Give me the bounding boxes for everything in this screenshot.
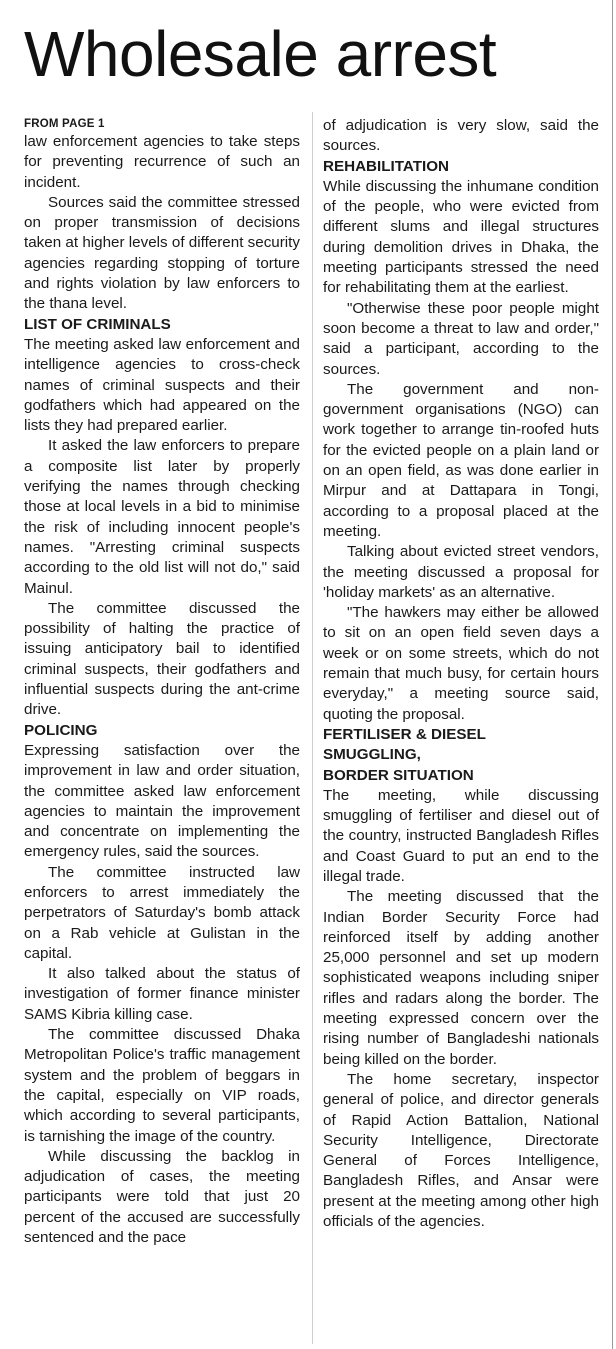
paragraph: The home secretary, inspector general of police, and director generals of Rapid Action Battalion, National Security Intelligence, Directorate General of Forces Intelligence, Bangladesh Rifles, and Ansar were present at the meeting among other high officials of the agencies.: [323, 1070, 599, 1231]
paragraph: law enforcement agencies to take steps for preventing recurrence of such an incident.: [24, 133, 300, 191]
paragraph: "The hawkers may either be allowed to sit on an open field seven days a week or on some streets, which do not remain that much busy, for certain hours everyday," a meeting source said, quoting the proposal.: [323, 604, 599, 723]
paragraph: of adjudication is very slow, said the sources.: [323, 117, 599, 155]
page-edge: [612, 0, 613, 1349]
paragraph: Expressing satisfaction over the improvement in law and order situation, the committee asked law enforcement agencies to maintain the improvement and concentrate on implementing the emergency rules, said the sources.: [24, 741, 300, 861]
paragraph: The government and non-government organisations (NGO) can work together to arrange tin-roofed huts for the evicted people on a plain land or on an open field, as was done earlier in Mirpur and at Dattapara in Tongi, according to a proposal placed at the meeting.: [323, 380, 599, 540]
subhead-smuggling: SMUGGLING,: [323, 746, 421, 764]
left-column: [24, 116, 300, 1248]
paragraph: While discussing the inhumane condition of the people, who were evicted from different slums and illegal structures during demolition drives in Dhaka, the meeting participants stressed the need for rehabilitating them at the earliest.: [323, 177, 599, 297]
kicker: FROM PAGE 1: [24, 118, 105, 130]
paragraph: The meeting, while discussing smuggling of fertiliser and diesel out of the country, instructed Bangladesh Rifles and Coast Guard to put an end to the illegal trade.: [323, 786, 599, 885]
subhead-policing: POLICING: [24, 721, 98, 739]
column-divider: [312, 112, 313, 1344]
subhead-fertiliser-diesel: FERTILISER & DIESEL: [323, 725, 486, 743]
paragraph: The committee discussed the possibility of halting the practice of issuing anticipatory bail to identified criminal suspects, their godfathers and influential suspects during the ant-crime drive.: [24, 599, 300, 719]
paragraph: It asked the law enforcers to prepare a composite list later by properly verifying the names through checking those at local levels in a bid to minimise the risk of including innocent people's names. "Arresting criminal suspects according to the old list will not do," said Mainul.: [24, 437, 300, 597]
paragraph: Sources said the committee stressed on proper transmission of decisions taken at higher levels of different security agencies regarding stopping of torture and rights violation by law enforcers to the thana level.: [24, 193, 300, 313]
paragraph: It also talked about the status of investigation of former finance minister SAMS Kibria killing case.: [24, 965, 300, 1023]
paragraph: "Otherwise these poor people might soon become a threat to law and order," said a participant, according to the sources.: [323, 299, 599, 378]
paragraph: The meeting asked law enforcement and intelligence agencies to cross-check names of criminal suspects and their godfathers which had appeared on the lists they had prepared earlier.: [24, 335, 300, 435]
subhead-border-situation: BORDER SITUATION: [323, 766, 474, 784]
right-column: [323, 116, 599, 1232]
paragraph: The meeting discussed that the Indian Border Security Force had reinforced itself by adding another 25,000 personnel and set up modern sophisticated weapons including sniper rifles and radars along the border. The meeting expressed concern over the rising number of Bangladeshi nationals being killed on the border.: [323, 888, 599, 1068]
subhead-list-of-criminals: LIST OF CRIMINALS: [24, 315, 171, 333]
headline: Wholesale arrest: [24, 18, 497, 90]
paragraph: While discussing the backlog in adjudication of cases, the meeting participants were told that just 20 percent of the accused are successfully sentenced and the pace: [24, 1147, 300, 1247]
subhead-rehabilitation: REHABILITATION: [323, 157, 449, 175]
paragraph: The committee discussed Dhaka Metropolitan Police's traffic management system and the problem of beggars in the capital, especially on VIP roads, which according to several participants, is tarnishing the image of the country.: [24, 1026, 300, 1145]
paragraph: Talking about evicted street vendors, the meeting discussed a proposal for 'holiday markets' as an alternative.: [323, 543, 599, 601]
paragraph: The committee instructed law enforcers to arrest immediately the perpetrators of Saturday's bomb attack on a Rab vehicle at Gulistan in the capital.: [24, 863, 300, 962]
